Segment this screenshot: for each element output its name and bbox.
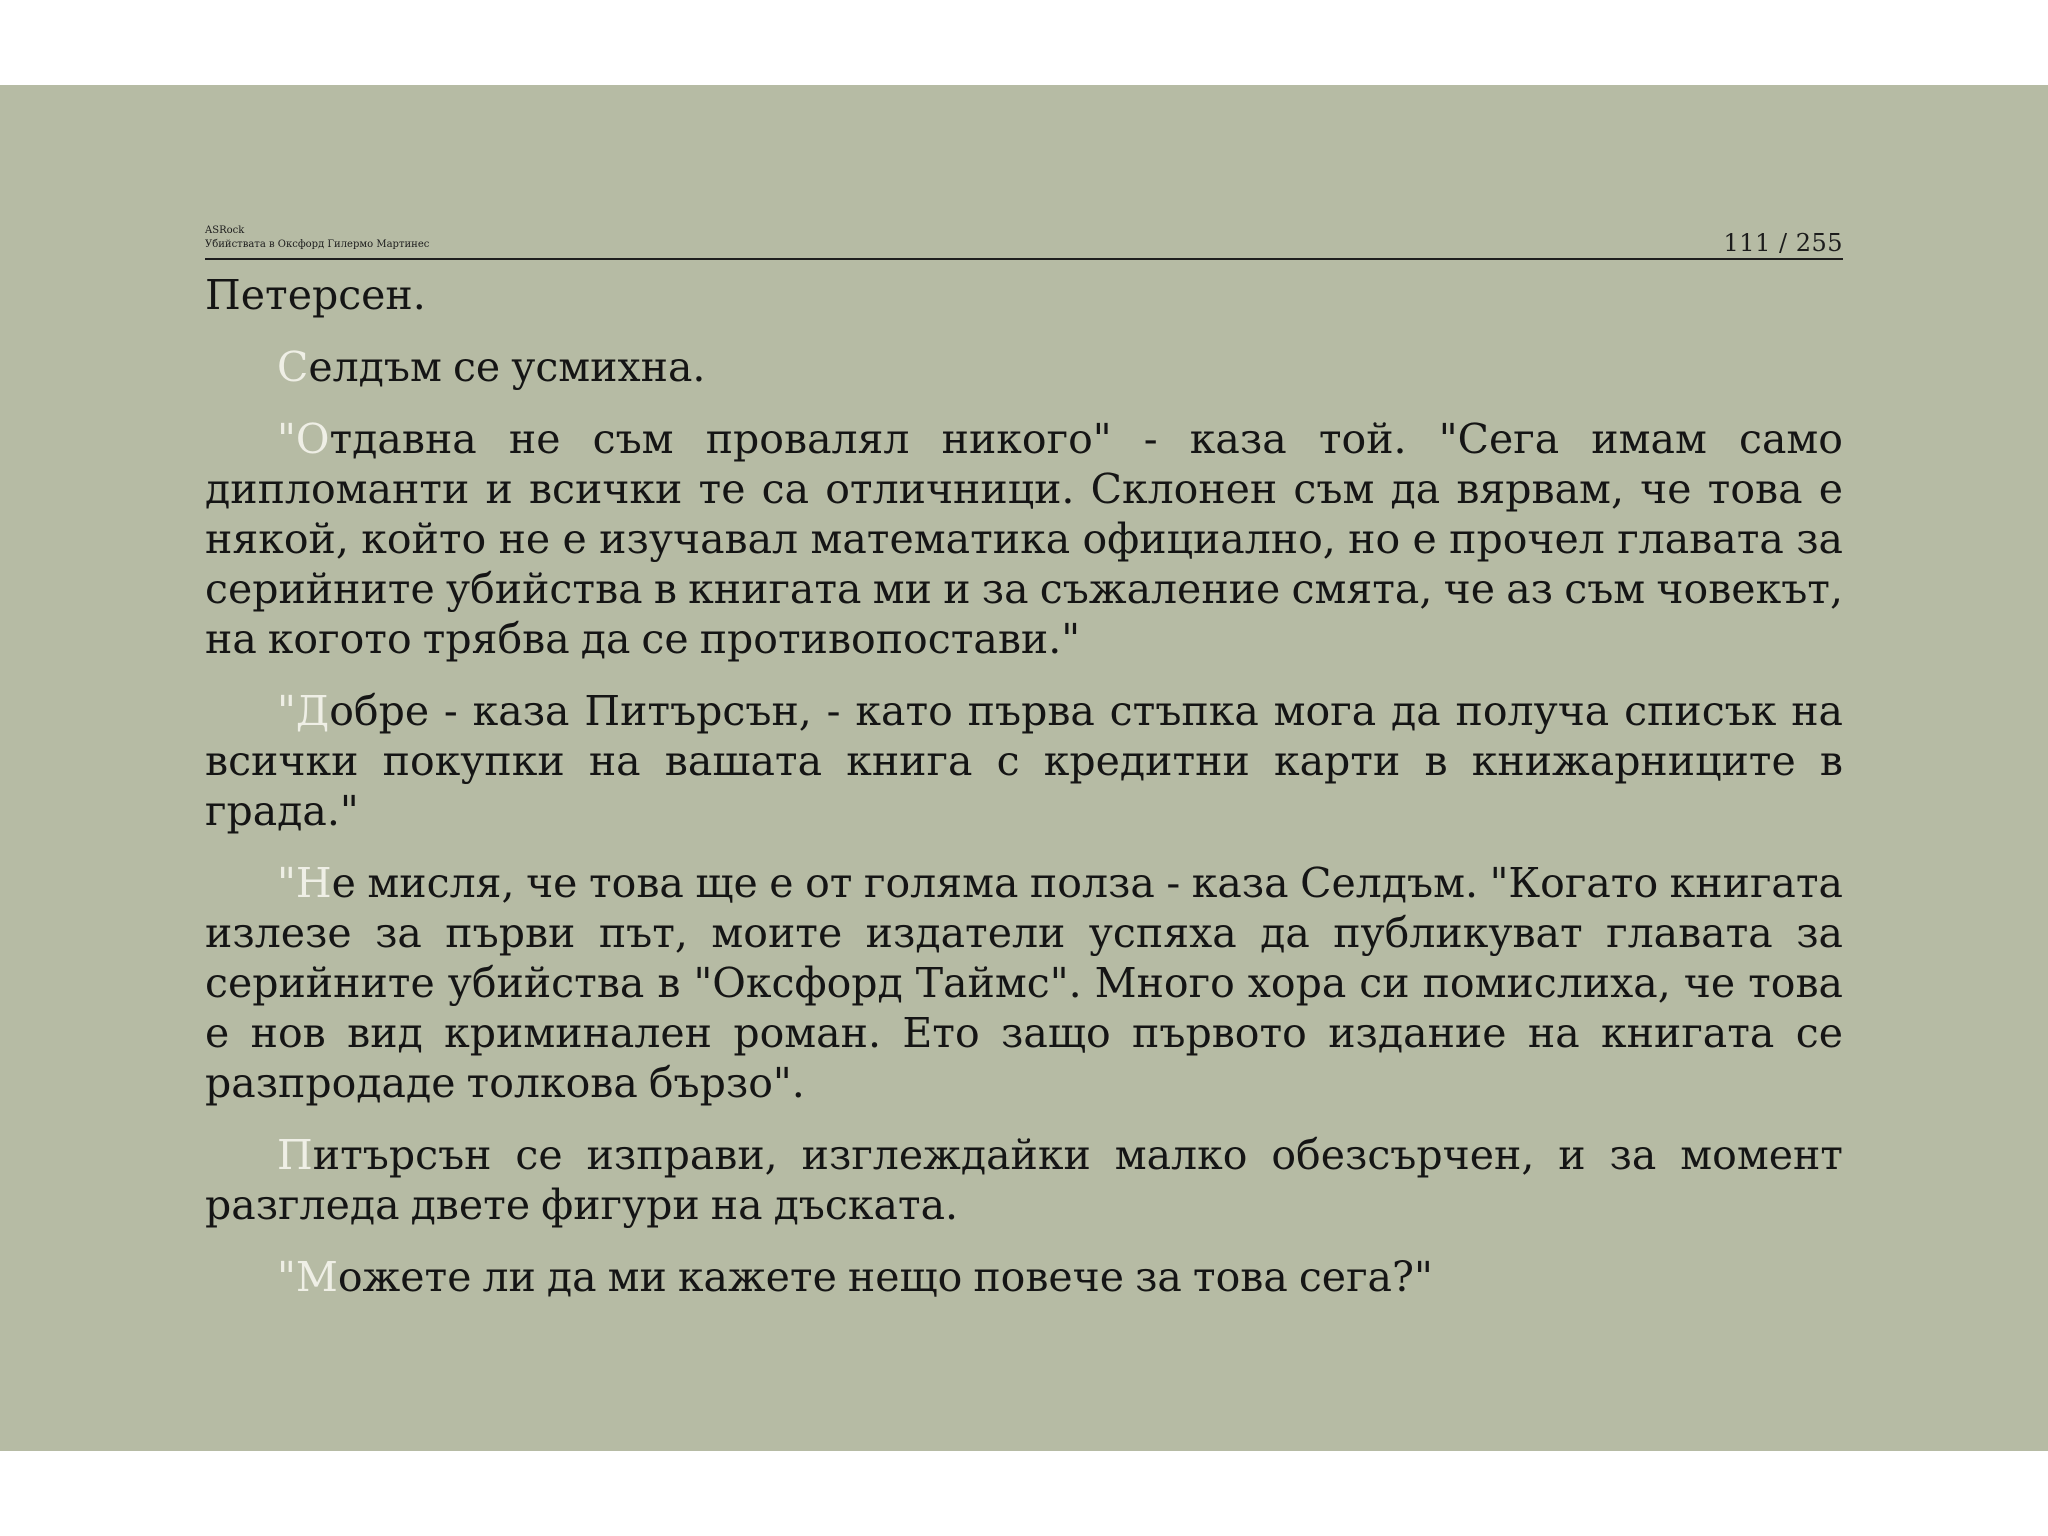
book-author: ASRock (205, 225, 245, 236)
header-divider (205, 258, 1843, 260)
paragraph (205, 414, 1843, 664)
paragraph-text: елдъм се усмихна. (308, 343, 706, 391)
paragraph (205, 1252, 1843, 1302)
page-header (205, 135, 1843, 261)
paragraph-text: е мисля, че това ще е от голяма полза - каза Селдъм. "Когато книгата излезе за първи път, моите издатели успяха да публикуват главата за серийните убийства в "Оксфорд Таймс". Много хора си помислиха, че това е нов вид криминален роман. Ето защо първото издание на книгата се разпродаде толкова бързо". (205, 859, 1843, 1107)
book-title: Убийствата в Оксфорд Гилермо Мартинес (205, 239, 430, 250)
paragraph-initial: "О (277, 415, 330, 463)
paragraph (205, 270, 1843, 320)
paragraph (205, 342, 1843, 392)
paragraph-initial: "М (277, 1253, 338, 1301)
paragraph-text: тдавна не съм провалял никого" - каза той. "Сега имам само дипломанти и всички те са отличници. Склонен съм да вярвам, че това е някой, който не е изучавал математика официално, но е прочел главата за серийните убийства в книгата ми и за съжаление смята, че аз съм човекът, на когото трябва да се противопостави." (205, 415, 1843, 663)
paragraph-text: Петерсен. (205, 271, 426, 319)
paragraph (205, 858, 1843, 1108)
page-counter (1724, 229, 1843, 257)
paragraph-text: обре - каза Питърсън, - като първа стъпка мога да получа списък на всички покупки на вашата книга с кредитни карти в книжарниците в града." (205, 687, 1843, 835)
paragraph-text: итърсън се изправи, изглеждайки малко обезсърчен, и за момент разгледа двете фигури на дъската. (205, 1131, 1843, 1229)
paragraph-initial: П (277, 1131, 313, 1179)
paragraph-text: ожете ли да ми кажете нещо повече за това сега?" (337, 1253, 1433, 1301)
paragraph-initial: "Н (277, 859, 332, 907)
page-separator: / (1770, 229, 1796, 257)
page-current: 111 (1723, 229, 1771, 257)
book-text (205, 270, 1843, 1324)
paragraph (205, 1130, 1843, 1230)
page-total: 255 (1795, 229, 1843, 257)
paragraph (205, 686, 1843, 836)
paragraph-initial: С (277, 343, 309, 391)
paragraph-initial: "Д (277, 687, 330, 735)
